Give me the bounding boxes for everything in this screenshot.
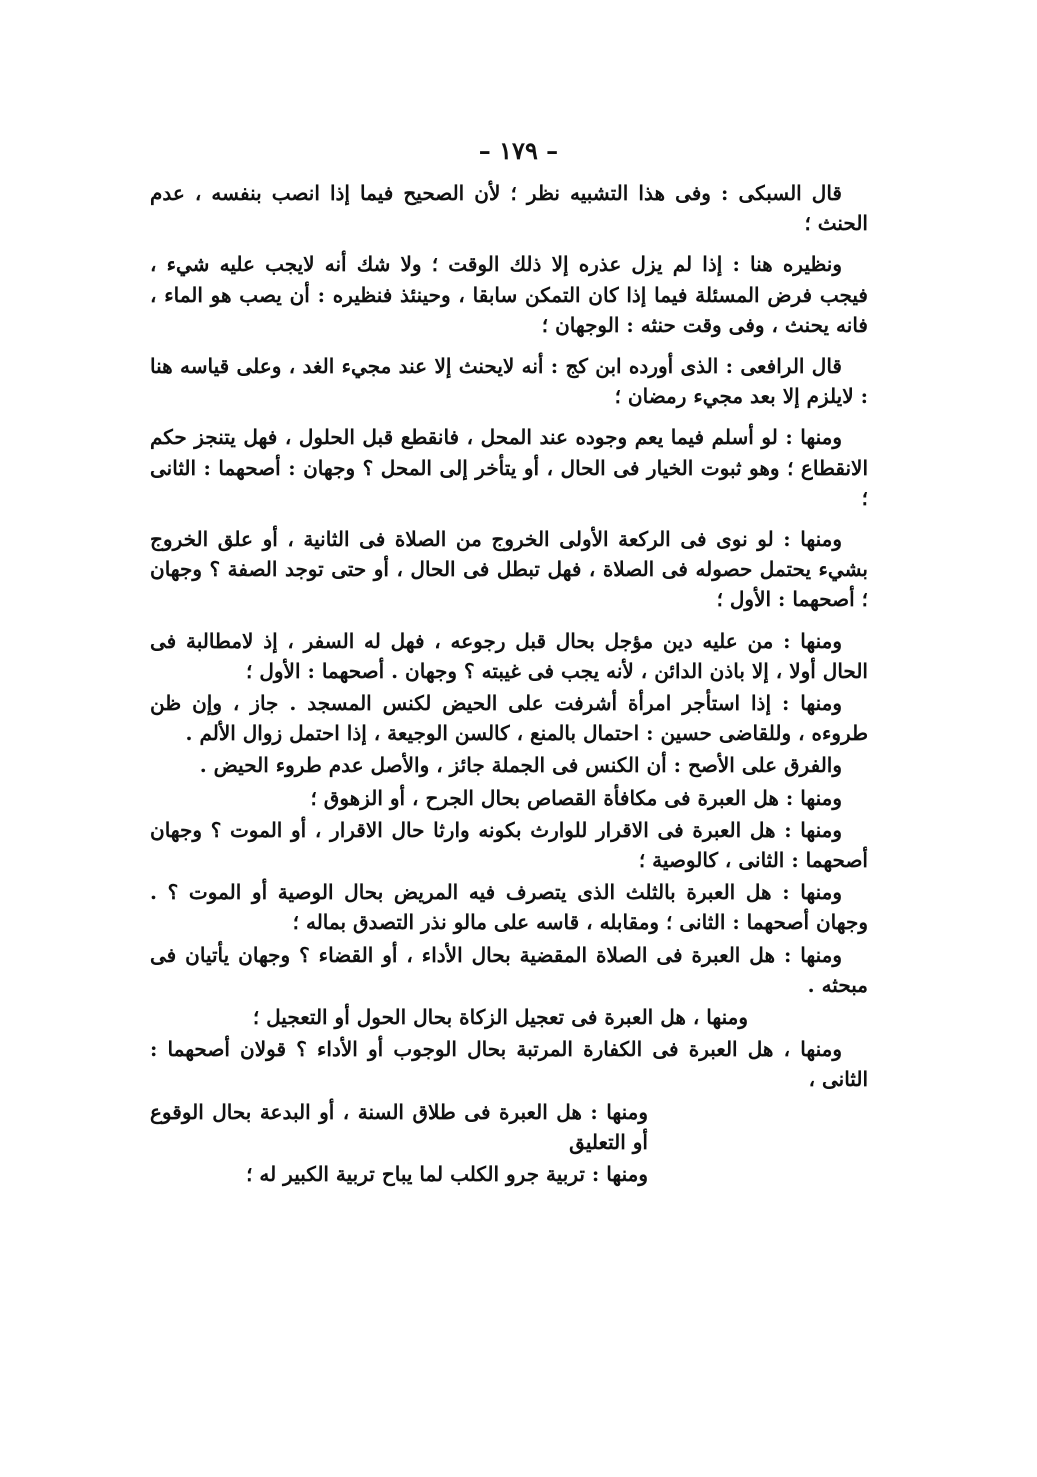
paragraph: ومنها : هل العبرة فى الاقرار للوارث بكونه وارثا حال الاقرار ، أو الموت ؟ وجهان أصحهما : الثانى ، كالوصية ؛: [150, 817, 868, 873]
paragraph: ومنها : من عليه دين مؤجل بحال قبل رجوعه ، فهل له السفر ، إذ لامطالبة فى الحال أولا ، إلا باذن الدائن ، لأنه يجب فى غيبته ؟ وجهان . أصحهما : الأول ؛: [150, 628, 868, 683]
paragraph: ومنها : لو نوى فى الركعة الأولى الخروج من الصلاة فى الثانية ، أو علق الخروج بشيء يحتمل حصوله فى الصلاة ، فهل تبطل فى الحال ، أو حتى توجد الصفة ؟ وجهان ؛ أصحهما : الأول ؛: [150, 527, 868, 612]
paragraph: ومنها : هل العبرة فى مكافأة القصاص بحال الجرح ، أو الزهوق ؛: [310, 785, 842, 810]
paragraph: قال السبكى : وفى هذا التشبيه نظر ؛ لأن الصحيح فيما إذا انصب بنفسه ، عدم الحنث ؛: [150, 181, 868, 236]
paragraph: ومنها ، هل العبرة فى تعجيل الزكاة بحال الحول أو التعجيل ؛: [252, 1005, 748, 1030]
paragraph: ومنها : إذا استأجر امرأة أشرفت على الحيض لكنس المسجد . جاز ، وإن ظن طروءه ، وللقاضى حسين : احتمال بالمنع ، كالسن الوجيعة ، إذا احتمل زوال الألم .: [150, 691, 868, 746]
page-number: – ١٧٩ –: [478, 136, 559, 165]
paragraph: ومنها : هل العبرة فى الصلاة المقضية بحال الأداء ، أو القضاء ؟ وجهان يأتيان فى مبحثه .: [150, 942, 868, 997]
paragraph: ومنها : هل العبرة فى طلاق السنة ، أو البدعة بحال الوقوع أو التعليق: [150, 1099, 648, 1154]
paragraph: والفرق على الأصح : أن الكنس فى الجملة جائز ، والأصل عدم طروء الحيض .: [199, 753, 842, 778]
paragraph: ونظيره هنا : إذا لم يزل عذره إلا ذلك الوقت ؛ ولا شك أنه لايجب عليه شيء ، فيجب فرض المسئلة فيما إذا كان التمكن سابقا ، وحينئذ فنظيره : أن يصب هو الماء ، فانه يحنث ، وفى وقت حنثه : الوجهان ؛: [150, 252, 868, 337]
body-text: [150, 178, 868, 1191]
paragraph: ومنها : هل العبرة بالثلث الذى يتصرف فيه المريض بحال الوصية أو الموت ؟ . وجهان أصحهما : الثانى ؛ ومقابله ، قاسه على مالو نذر التصدق بماله ؛: [150, 880, 868, 935]
paragraph: ومنها : لو أسلم فيما يعم وجوده عند المحل ، فانقطع قبل الحلول ، فهل يتنجز حكم الانقطاع ؛ وهو ثبوت الخيار فى الحال ، أو يتأخر إلى المحل ؟ وجهان : أصحهما : الثانى ؛: [150, 425, 868, 510]
paragraph: ومنها ، هل العبرة فى الكفارة المرتبة بحال الوجوب أو الأداء ؟ قولان أصحهما : الثانى ،: [150, 1037, 868, 1092]
paragraph: ومنها : تربية جرو الكلب لما يباح تربية الكبير له ؛: [246, 1162, 648, 1187]
paragraph: قال الرافعى : الذى أورده ابن كج : أنه لايحنث إلا عند مجيء الغد ، وعلى قياسه هنا : لايلزم إلا بعد مجيء رمضان ؛: [150, 354, 868, 409]
